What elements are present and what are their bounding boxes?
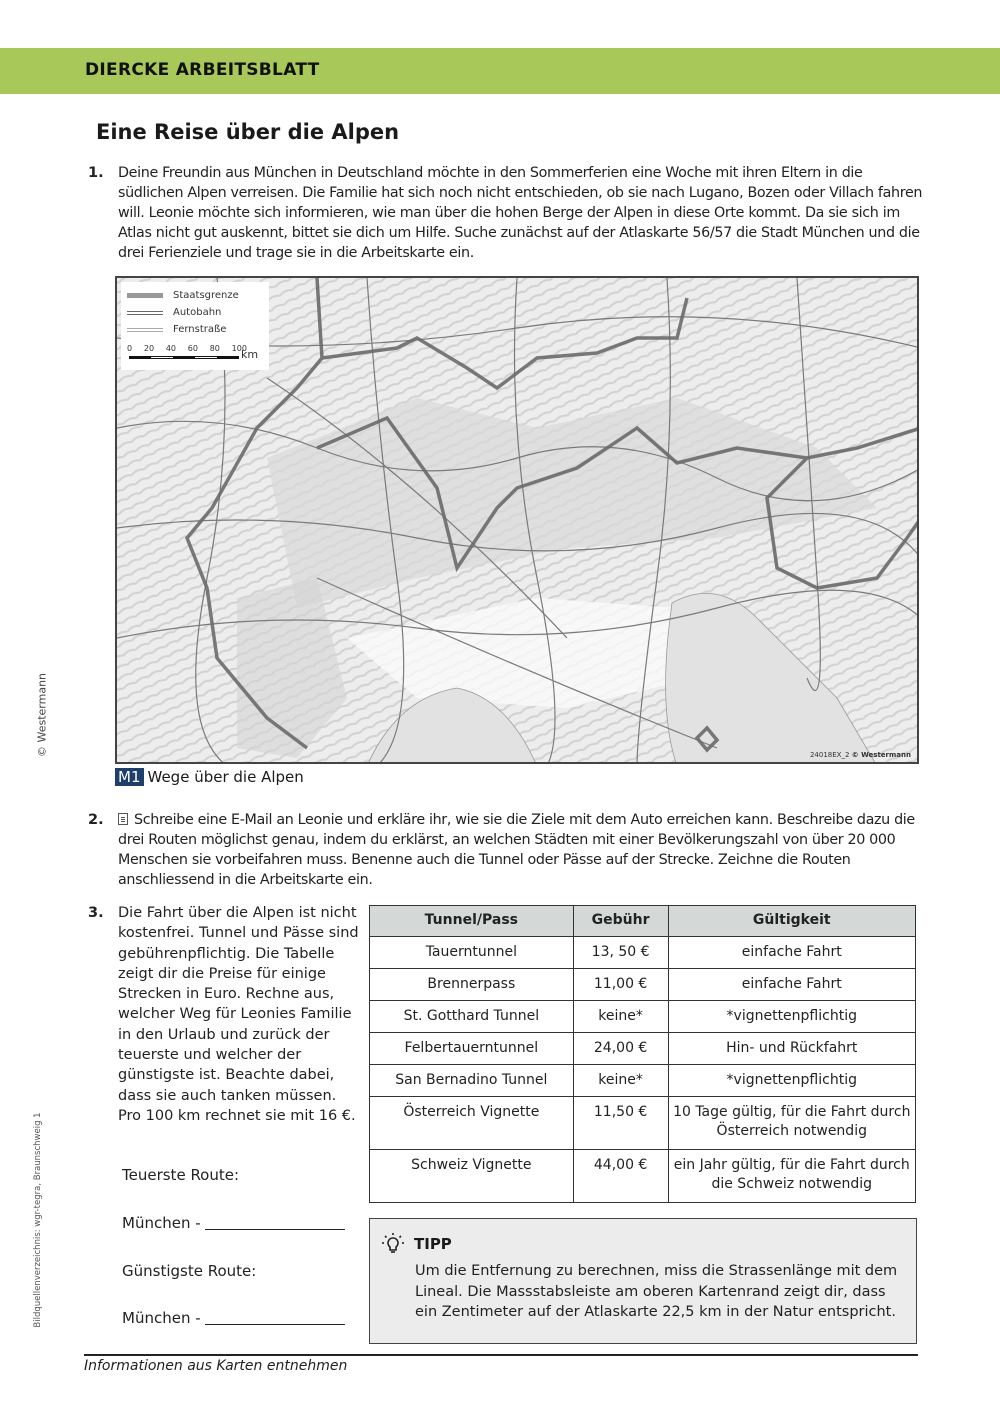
map-caption [115,768,304,786]
cell-validity: *vignettenpflichtig [668,1065,915,1097]
task-number: 2. [88,812,104,828]
table-row [370,1097,916,1150]
scale-tick: 20 [143,344,155,353]
expensive-route-answer[interactable] [122,1214,345,1232]
alps-map [115,276,919,764]
scale-tick: 0 [127,344,133,353]
column-header-tunnel: Tunnel/Pass [370,906,574,937]
cell-tunnel: Schweiz Vignette [370,1150,574,1203]
cell-validity: ein Jahr gültig, für die Fahrt durch die Schweiz notwendig [668,1150,915,1203]
cell-tunnel: Brennerpass [370,969,574,1001]
cell-validity: einfache Fahrt [668,969,915,1001]
scale-tick: 60 [187,344,198,353]
cheap-route-answer[interactable] [122,1309,345,1327]
banner-title: DIERCKE ARBEITSBLATT [85,60,320,80]
legend-item-fernstrasse [127,324,226,335]
map-copyright: © Westermann [851,751,911,759]
column-header-fee: Gebühr [573,906,668,937]
header-banner [0,48,1000,94]
tip-box [369,1218,917,1344]
cell-fee: keine* [573,1065,668,1097]
scale-tick: 100 [231,344,247,353]
legend-label: Fernstraße [173,324,227,335]
cell-validity: Hin- und Rückfahrt [668,1033,915,1065]
side-copyright: © Westermann [35,672,49,758]
tip-title: TIPP [414,1235,452,1253]
route-prefix: München - [122,1214,201,1232]
expensive-route-label: Teuerste Route: [122,1166,240,1184]
cell-tunnel: Felbertauerntunnel [370,1033,574,1065]
table-row [370,969,916,1001]
tip-text: Um die Entfernung zu berechnen, miss die Strassenlänge mit dem Lineal. Die Massstabsleiste am oberen Kartenrand zeigt dir, dass ein Zentimeter auf der Atlaskarte 22,5 km in der Natur entspricht. [415,1263,898,1320]
task-number: 3. [88,905,104,921]
scale-unit: km [241,348,259,361]
route-prefix: München - [122,1309,201,1327]
material-badge: M1 [115,768,144,786]
cell-validity: einfache Fahrt [668,937,915,969]
legend-item-autobahn [127,307,221,318]
scale-tick: 80 [209,344,220,353]
table-row [370,1150,916,1203]
map-code: 24018EX_2 [809,751,850,759]
cell-tunnel: Österreich Vignette [370,1097,574,1150]
table-row [370,1001,916,1033]
side-image-credits: Bildquellenverzeichnis: wgr-tegra, Braunschweig 1 [33,1112,43,1328]
legend-label: Autobahn [173,307,222,318]
lightbulb-icon [382,1233,404,1255]
answer-blank-expensive[interactable] [205,1216,345,1230]
scale-ticks [127,344,247,353]
cell-validity: *vignettenpflichtig [668,1001,915,1033]
scale-tick: 40 [165,344,176,353]
cell-fee: 24,00 € [573,1033,668,1065]
border-line-icon [127,293,163,298]
scale-bar [129,356,239,359]
task-number: 1. [88,165,104,181]
road-line-icon [127,328,163,332]
caption-text: Wege über die Alpen [147,768,304,786]
column-header-validity: Gültigkeit [668,906,915,937]
cell-fee: keine* [573,1001,668,1033]
table-header-row [370,906,916,937]
legend-label: Staatsgrenze [173,290,239,301]
motorway-line-icon [127,311,163,315]
legend-item-staatsgrenze [127,290,239,301]
answer-blank-cheap[interactable] [205,1311,345,1325]
cell-fee: 13, 50 € [573,937,668,969]
cell-tunnel: Tauerntunnel [370,937,574,969]
fee-table [369,905,916,1203]
tip-header [382,1233,452,1255]
table-row [370,1065,916,1097]
task-text: Die Fahrt über die Alpen ist nicht kostenfrei. Tunnel und Pässe sind gebührenpflichtig. Die Tabelle zeigt dir die Preise für einige Strecken in Euro. Rechne aus, welcher Weg für Leonies Familie in den Urlaub und zurück der teuerste und welcher der günstigste ist. Beachte dabei, dass sie auch tanken müssen. Pro 100 km rechnet sie mit 16 €. [118,905,359,1124]
cell-tunnel: St. Gotthard Tunnel [370,1001,574,1033]
footer-divider [84,1354,918,1356]
document-icon [118,813,128,825]
task-text: Deine Freundin aus München in Deutschland möchte in den Sommerferien eine Woche mit ihren Eltern in die südlichen Alpen verreisen. Die Familie hat sich noch nicht entschieden, ob sie nach Lugano, Bozen oder Villach fahren will. Leonie möchte sich informieren, wie man über die hohen Berge der Alpen in diese Orte kommt. Da sie sich im Atlas nicht gut auskennt, bittet sie dich um Hilfe. Suche zunächst auf der Atlaskarte 56/57 die Stadt München und die drei Ferienziele und trage sie in die Arbeitskarte ein. [118,165,923,261]
task-text: Schreibe eine E-Mail an Leonie und erkläre ihr, wie sie die Ziele mit dem Auto erreichen kann. Beschreibe dazu die drei Routen möglichst genau, indem du erklärst, an welchen Städten mit einer Bevölkerungszahl von über 20 000 Menschen sie vorbeifahren muss. Benenne auch die Tunnel oder Pässe auf der Strecke. Zeichne die Routen anschliessend in die Arbeitskarte ein. [118,812,915,888]
cell-fee: 11,00 € [573,969,668,1001]
table-row [370,1033,916,1065]
task-body [118,810,928,890]
table-row [370,937,916,969]
cell-fee: 11,50 € [573,1097,668,1150]
map-credit [810,751,911,759]
map-legend [121,282,269,370]
page-title: Eine Reise über die Alpen [96,120,400,144]
cell-fee: 44,00 € [573,1150,668,1203]
cell-tunnel: San Bernadino Tunnel [370,1065,574,1097]
cheap-route-label: Günstigste Route: [122,1262,257,1280]
footer-text: Informationen aus Karten entnehmen [84,1358,348,1374]
cell-validity: 10 Tage gültig, für die Fahrt durch Österreich notwendig [668,1097,915,1150]
